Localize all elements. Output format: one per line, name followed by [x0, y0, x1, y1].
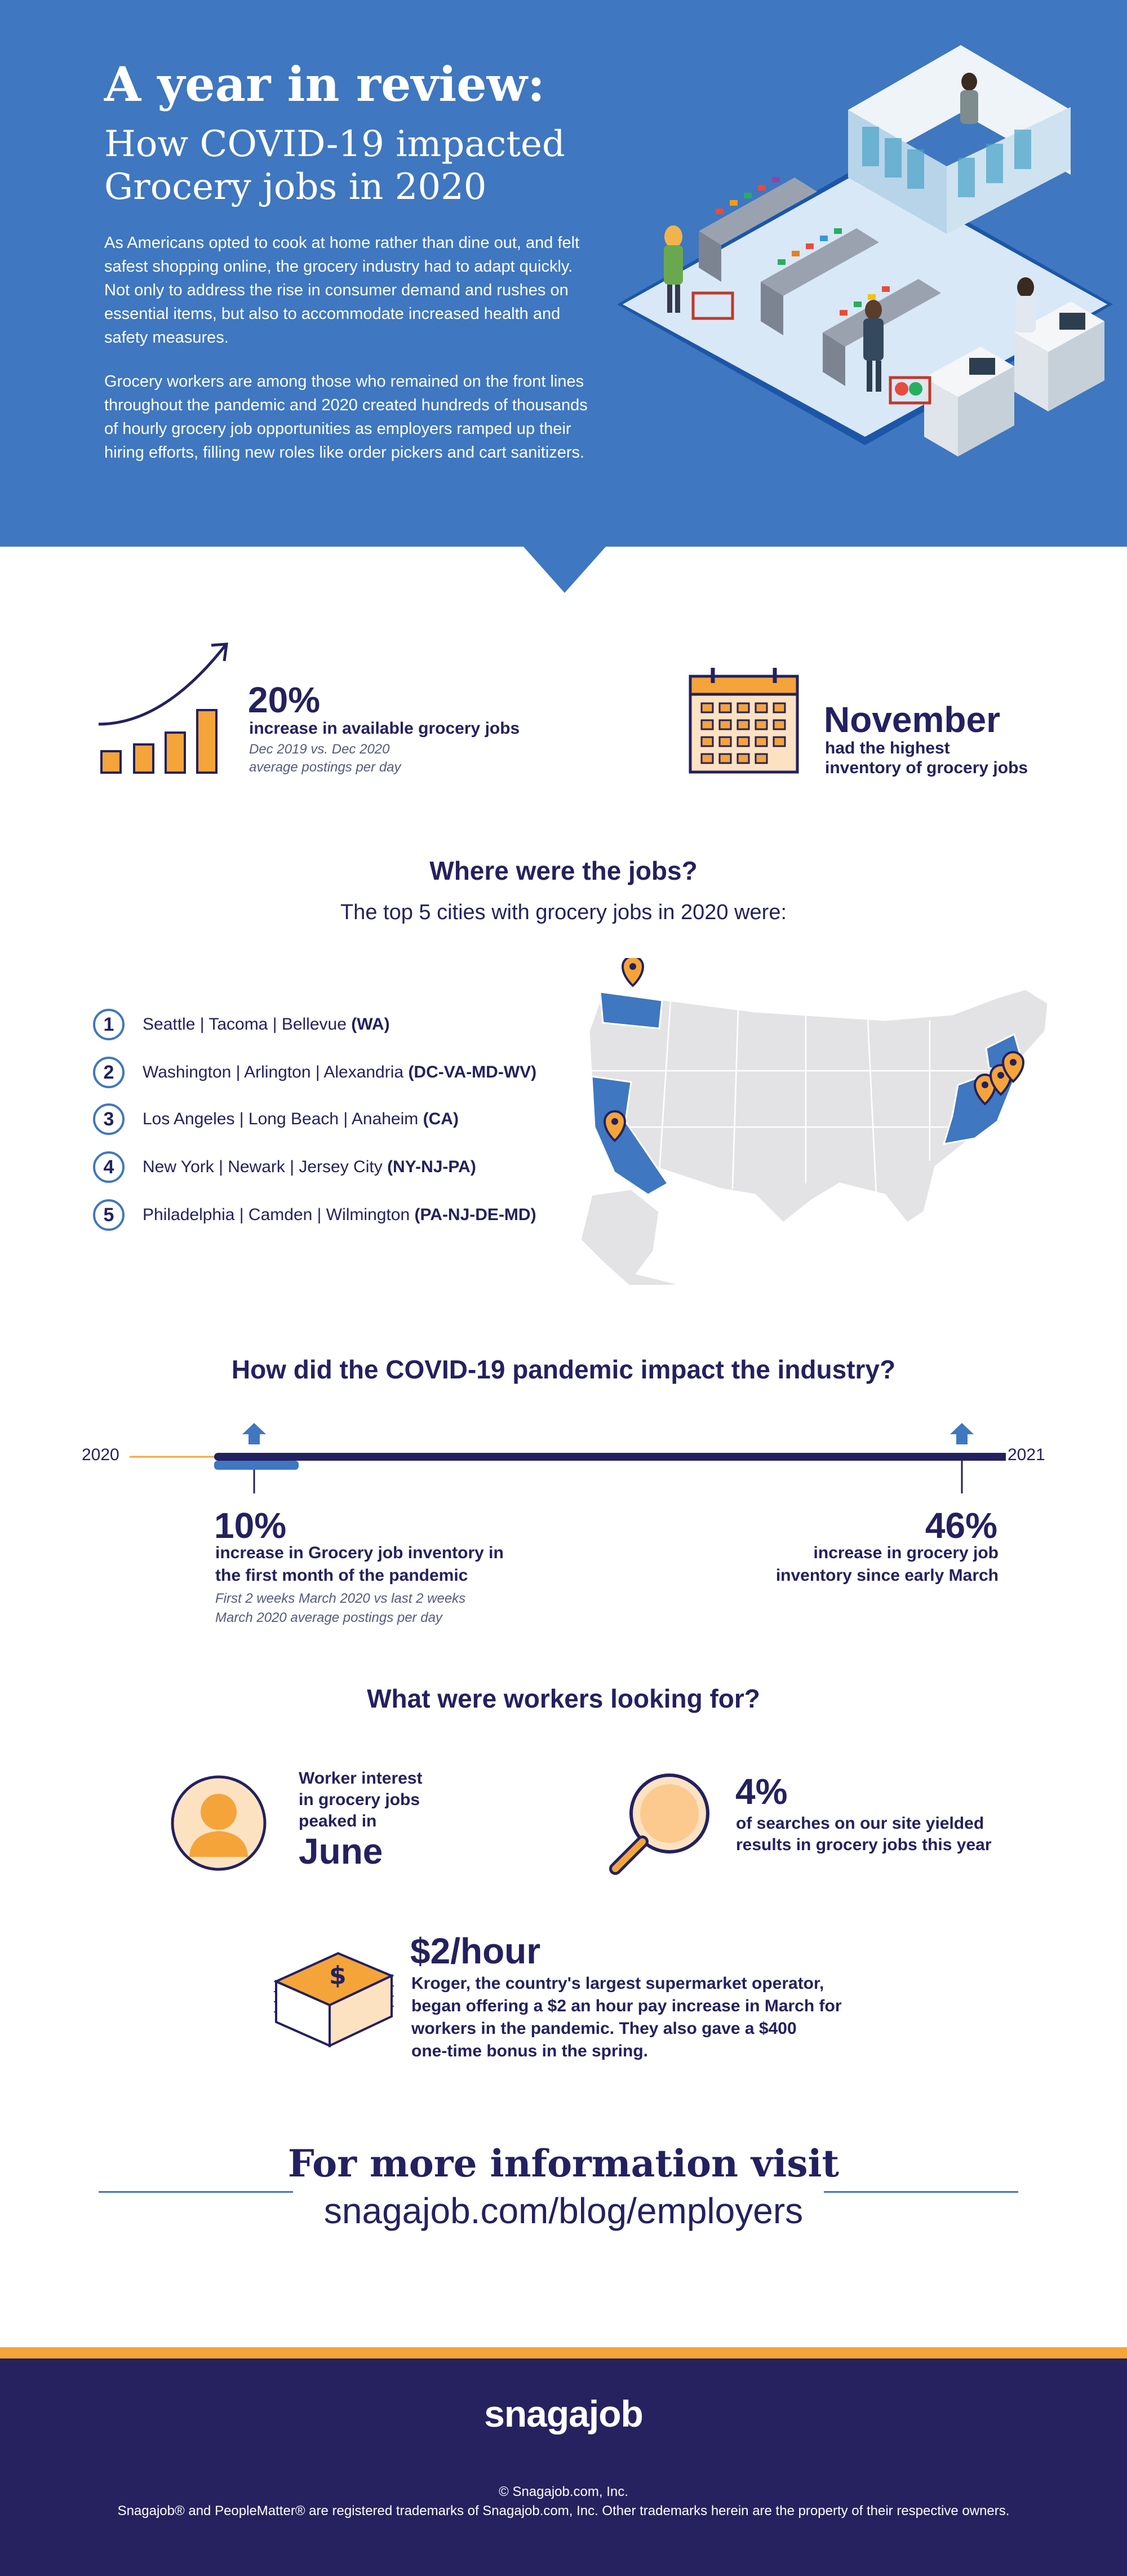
subtitle-line: How COVID-19 impacted: [104, 123, 565, 165]
pay-text-line: one-time bonus in the spring.: [411, 2042, 648, 2060]
stat-increase-value: 20%: [248, 680, 321, 720]
intro-paragraph: As Americans opted to cook at home rather than dine out, and felt safest shopping online, the grocery industry had to adapt quickly. Not only to address the rise in consumer demand and rushes on essential items, but also to accommodate increased health and safety measures.: [104, 234, 580, 347]
interest-line: peaked in: [299, 1812, 377, 1830]
timeline: [127, 1417, 1006, 1502]
city-list-item: [93, 1006, 390, 1043]
footer-accent-strip: [0, 2347, 1127, 2358]
city-names: Philadelphia | Camden | Wilmington: [143, 1205, 410, 1224]
up-arrow-icon: [242, 1423, 266, 1444]
snagajob-logo[interactable]: snagajob: [484, 2393, 643, 2435]
city-state: (WA): [351, 1015, 390, 1034]
hero-pointer: [518, 541, 611, 593]
impact-left-note: March 2020 average postings per day: [215, 1610, 442, 1625]
stat-month-value: November: [824, 699, 1000, 740]
pay-text-line: workers in the pandemic. They also gave a $400: [411, 2019, 797, 2038]
search-label: results in grocery jobs this year: [736, 1835, 992, 1854]
jobs-subheading: The top 5 cities with grocery jobs in 2020 were:: [340, 901, 787, 924]
city-names: Seattle | Tacoma | Bellevue: [143, 1015, 347, 1034]
search-value: 4%: [735, 1771, 788, 1812]
rank-badge: 5: [93, 1199, 125, 1231]
interest-line: in grocery jobs: [299, 1790, 420, 1809]
stat-month-label: inventory of grocery jobs: [825, 759, 1028, 777]
impact-left-value: 10%: [214, 1505, 287, 1546]
workers-heading: What were workers looking for?: [367, 1684, 760, 1713]
jobs-heading: Where were the jobs?: [429, 856, 698, 885]
timeline-end-label: 2021: [1008, 1446, 1045, 1464]
rising-bars-icon: [96, 640, 231, 781]
stat-increase-label: increase in available grocery jobs: [249, 719, 520, 738]
city-text: [143, 1015, 390, 1034]
stat-increase-note: average postings per day: [249, 760, 401, 775]
city-state: (PA-NJ-DE-MD): [414, 1205, 536, 1224]
us-map: [569, 958, 1065, 1285]
city-names: Los Angeles | Long Beach | Anaheim: [143, 1110, 419, 1128]
footer-copyright: © Snagajob.com, Inc.: [499, 2484, 628, 2499]
rank-badge: 2: [93, 1057, 125, 1088]
svg-text:$: $: [329, 1961, 347, 1990]
pay-text-line: Kroger, the country's largest supermarket operator,: [411, 1974, 824, 1993]
pay-text-line: began offering a $2 an hour pay increase in March for: [411, 1997, 842, 2015]
city-list-item: [93, 1196, 536, 1234]
impact-left-label: increase in Grocery job inventory in: [215, 1544, 504, 1562]
city-names: Washington | Arlington | Alexandria: [143, 1063, 404, 1081]
impact-heading: How did the COVID-19 pandemic impact the industry?: [231, 1355, 896, 1384]
impact-left-note: First 2 weeks March 2020 vs last 2 weeks: [215, 1591, 466, 1606]
rank-badge: 4: [93, 1151, 125, 1183]
rank-badge: 1: [93, 1009, 125, 1040]
stat-increase-note: Dec 2019 vs. Dec 2020: [249, 742, 390, 757]
pay-value: $2/hour: [410, 1931, 541, 1971]
page-title: A year in review:: [104, 56, 545, 112]
footer: [0, 2347, 1127, 2576]
city-state: (NY-NJ-PA): [387, 1158, 476, 1176]
subtitle-line: Grocery jobs in 2020: [104, 166, 487, 208]
grocery-store-illustration: [609, 28, 1116, 502]
impact-right-value: 46%: [925, 1505, 997, 1546]
magnifier-icon: [603, 1770, 716, 1877]
up-arrow-icon: [950, 1423, 974, 1444]
city-list-item: [93, 1149, 476, 1186]
map-pin-icon: [623, 958, 643, 986]
city-text: [143, 1110, 459, 1129]
footer-trademark: Snagajob® and PeopleMatter® are registered trademarks of Snagajob.com, Inc. Other trademarks herein are the property of their respective owners.: [117, 2503, 1010, 2519]
interest-month: June: [299, 1831, 383, 1872]
calendar-icon: [685, 665, 803, 778]
intro-paragraph: Grocery workers are among those who remained on the front lines throughout the pandemic and 2020 created hundreds of thousands of hourly grocery job opportunities as employers ramped up their hiring efforts, filling new roles like order pickers and cart sanitizers.: [104, 373, 588, 462]
interest-line: Worker interest: [299, 1769, 423, 1788]
hero-banner: [0, 0, 1127, 547]
impact-left-label: the first month of the pandemic: [215, 1566, 468, 1585]
city-state: (DC-VA-MD-WV): [408, 1063, 537, 1081]
city-list-item: [93, 1054, 536, 1091]
city-text: [143, 1063, 536, 1082]
person-silhouette-icon: [168, 1772, 269, 1874]
stat-month-label: had the highest: [825, 739, 950, 757]
city-text: [143, 1205, 536, 1225]
city-list-item: [93, 1101, 459, 1138]
impact-right-label: inventory since early March: [775, 1566, 999, 1585]
city-text: [143, 1158, 476, 1177]
cta-link[interactable]: snagajob.com/blog/employers: [323, 2191, 804, 2231]
page-subtitle: [104, 123, 611, 209]
city-state: (CA): [423, 1110, 459, 1128]
timeline-start-label: 2020: [82, 1446, 119, 1464]
rank-badge: 3: [93, 1103, 125, 1135]
money-stack-icon: [270, 1939, 400, 2051]
city-names: New York | Newark | Jersey City: [143, 1158, 383, 1176]
cta-heading: For more information visit: [287, 2142, 840, 2185]
impact-right-label: increase in grocery job: [813, 1544, 999, 1562]
search-label: of searches on our site yielded: [736, 1814, 984, 1833]
